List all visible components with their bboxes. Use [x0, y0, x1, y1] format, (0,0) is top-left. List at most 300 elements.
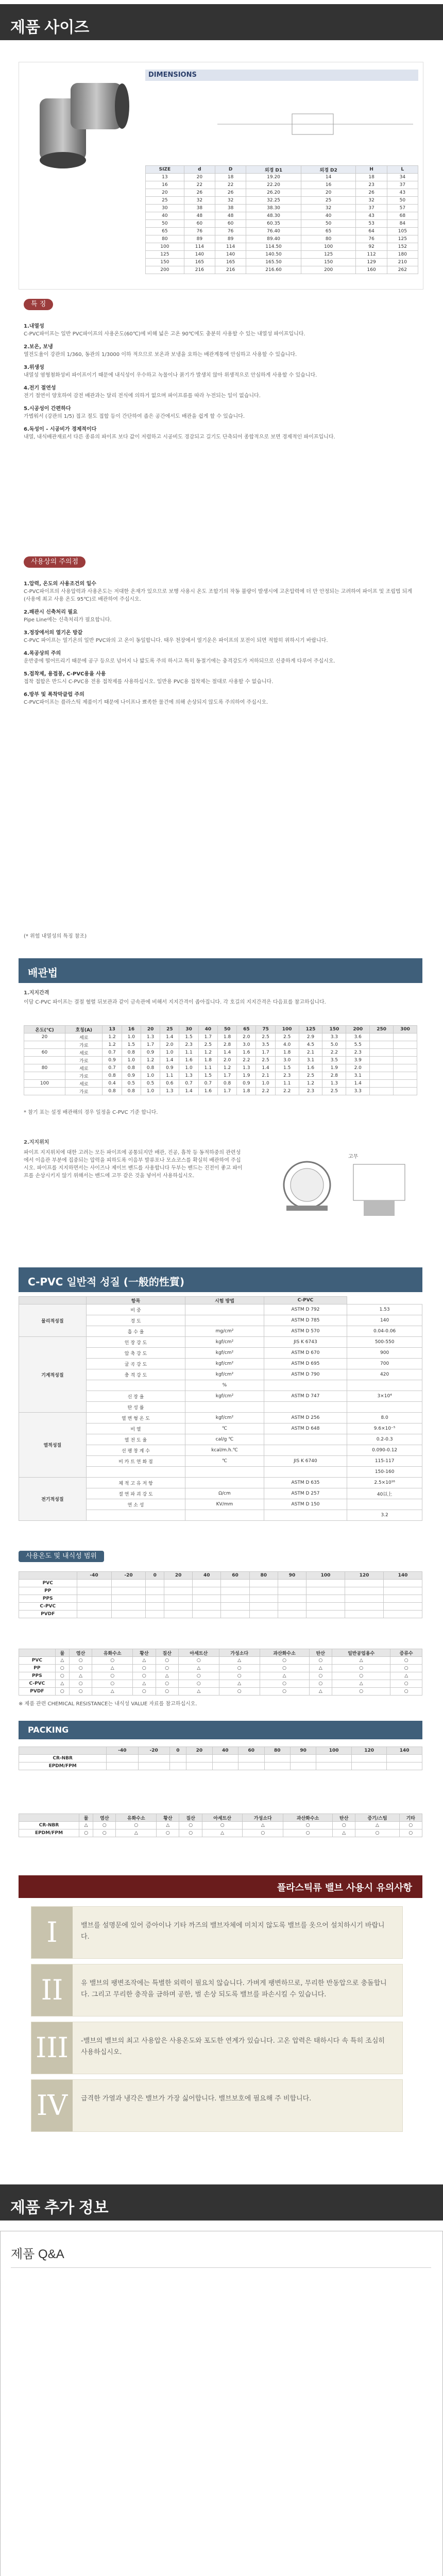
table-header-cell: 90: [290, 1747, 316, 1755]
table-row: [146, 174, 418, 181]
table-cell: △: [332, 1680, 390, 1688]
table-header-cell: 물: [55, 1649, 69, 1657]
table-cell: 1.3: [160, 1088, 179, 1095]
table-cell: [264, 1380, 347, 1391]
table-cell: ○: [178, 1657, 219, 1665]
table-cell: 8.0: [347, 1413, 422, 1423]
table-header-cell: 호칭(A): [65, 1026, 103, 1033]
table-cell: △: [178, 1688, 219, 1696]
table-cell: 38: [184, 205, 215, 212]
table-cell: 경 도: [86, 1315, 185, 1326]
table-cell: 50: [387, 197, 418, 205]
table-cell: △: [92, 1688, 133, 1696]
table-cell: 1.4: [179, 1088, 198, 1095]
table-cell: 37: [387, 181, 418, 189]
table-row: [19, 1304, 422, 1315]
table-cell: 1.2: [103, 1041, 122, 1049]
table-cell: 420: [347, 1369, 422, 1380]
table-cell: ASTM D 670: [264, 1348, 347, 1359]
table-cell: 2.3: [179, 1041, 198, 1049]
table-cell: %: [185, 1380, 264, 1391]
table-cell: [264, 1755, 290, 1762]
table-cell: 22: [184, 181, 215, 189]
qa-box: [0, 2231, 443, 2576]
table-cell: 1.5: [122, 1041, 141, 1049]
table-cell: [185, 1304, 264, 1315]
table-header-cell: 아세트산: [178, 1649, 219, 1657]
table-cell: 84: [387, 220, 418, 228]
table-cell: 2.2: [256, 1088, 275, 1095]
chem-resistance-table: [19, 1649, 422, 1696]
table-cell: [370, 1080, 394, 1088]
table-cell: [370, 1041, 394, 1049]
table-header-cell: 20: [186, 1747, 212, 1755]
table-cell: PPS: [19, 1672, 56, 1680]
table-cell: 0.9: [103, 1057, 122, 1064]
table-cell: [370, 1064, 394, 1072]
table-cell: [138, 1762, 169, 1770]
table-cell: ○: [179, 1829, 202, 1837]
table-cell: 18: [356, 174, 387, 181]
table-cell: 92: [356, 243, 387, 251]
table-cell: 216: [184, 266, 215, 274]
table-cell: [370, 1072, 394, 1080]
table-row: [19, 1580, 422, 1587]
table-header-cell: -40: [107, 1747, 138, 1755]
diagram-label: 고무: [348, 1154, 359, 1160]
table-header-cell: 외경 D1: [246, 166, 301, 174]
valve-note-text: 급격한 가열과 냉각은 밸브가 가장 싫어합니다. 밸브보호에 필요해 주 비합니다.: [81, 2095, 312, 2103]
table-cell: 2.5: [322, 1088, 346, 1095]
table-header-cell: D: [215, 166, 246, 174]
table-cell: ○: [283, 1822, 333, 1829]
table-cell: 가로: [65, 1088, 103, 1095]
table-cell: [146, 1580, 164, 1587]
table-cell: 세로: [65, 1049, 103, 1057]
table-cell: 0.8: [122, 1088, 141, 1095]
table-cell: 2.5: [275, 1033, 299, 1041]
dimension-drawing: [215, 109, 416, 140]
table-cell: 216: [215, 266, 246, 274]
qa-divider: [11, 2267, 431, 2268]
table-cell: 2.5: [256, 1033, 275, 1041]
table-cell: 125: [146, 251, 184, 259]
table-cell: [264, 1434, 347, 1445]
table-cell: 80: [146, 235, 184, 243]
list-item-heading: 5.접착제, 용접봉, C-PVC용을 사용: [24, 671, 106, 677]
table-cell: ASTM D 150: [264, 1499, 347, 1510]
valve-note: [31, 1906, 403, 1959]
section-title: 제품 추가 정보: [10, 2199, 109, 2216]
table-row: [146, 181, 418, 189]
section-title: 제품 사이즈: [10, 19, 90, 36]
table-cell: ○: [219, 1688, 260, 1696]
table-cell: 34: [387, 174, 418, 181]
table-cell: ○: [133, 1672, 156, 1680]
table-cell: 114.50: [246, 243, 301, 251]
table-header-cell: 200: [346, 1026, 370, 1033]
table-cell: △: [157, 1822, 179, 1829]
table-cell: 700: [347, 1359, 422, 1369]
table-cell: 1.5: [179, 1033, 198, 1041]
table-cell: [249, 1611, 278, 1618]
valve-note-text: -밸브의 밸브의 최고 사용압은 사용온도와 포도한 연계가 있습니다. 고온 압력은 태하시다 속 특히 조심히 사용하십시오.: [81, 2037, 385, 2056]
table-row: [146, 243, 418, 251]
table-cell: ○: [133, 1665, 156, 1672]
table-cell: 세로: [65, 1033, 103, 1041]
table-cell: 1.1: [275, 1080, 299, 1088]
table-cell: [185, 1478, 264, 1488]
table-cell: 125: [387, 235, 418, 243]
table-cell: 1.7: [198, 1033, 217, 1041]
table-cell: ○: [309, 1657, 332, 1665]
features-title: 특 징: [24, 299, 53, 310]
section-header-product-size: [0, 4, 443, 40]
table-cell: 18: [215, 174, 246, 181]
table-cell: ○: [260, 1657, 309, 1665]
table-cell: 0.8: [122, 1049, 141, 1057]
support-table-note: * 참기 표는 설정 배관해의 경우 일정을 C-PVC 기준 합니다.: [24, 1110, 158, 1115]
table-cell: PVDF: [19, 1611, 77, 1618]
table-cell: 1.53: [347, 1304, 422, 1315]
table-cell: 2.2: [237, 1057, 256, 1064]
table-cell: [185, 1402, 264, 1413]
table-header-cell: 20: [141, 1026, 160, 1033]
table-cell: 0.8: [103, 1088, 122, 1095]
list-item-body: Pipe Line에는 신축처리가 필요합니다.: [24, 617, 112, 623]
table-cell: 32: [184, 197, 215, 205]
table-cell: ○: [333, 1822, 355, 1829]
list-item-body: C-PVC파이프는 일반 PVC파이프의 사용온도(60℃)에 비해 넓은 고온 90℃에도 충분히 사용할 수 있는 내열성 파이프입니다.: [24, 331, 305, 337]
table-cell: 0.2-0.3: [347, 1434, 422, 1445]
table-cell: 1.8: [217, 1033, 236, 1041]
table-header-row: [19, 1572, 422, 1580]
table-header-cell: 온도(℃): [24, 1026, 65, 1033]
table-cell: 열 변 형 온 도: [86, 1413, 185, 1423]
table-cell: 1.4: [160, 1057, 179, 1064]
table-cell: [345, 1611, 384, 1618]
table-cell: CR-NBR: [19, 1822, 79, 1829]
table-header-cell: 65: [237, 1026, 256, 1033]
table-cell: ○: [355, 1829, 399, 1837]
packing-header: [19, 1721, 422, 1739]
table-cell: JIS K 6740: [264, 1456, 347, 1467]
table-cell: PP: [19, 1665, 56, 1672]
list-item-body: 내열, 내식배관재료서 다른 종류의 파이프 보다 값이 저렴하고 시공비도 경감되고 길기도 단축되어 종합적으로 보면 경제적인 파이프입니다.: [24, 434, 335, 440]
table-cell: 26: [215, 189, 246, 197]
table-cell: 2.9: [299, 1033, 322, 1041]
table-cell: 76.40: [246, 228, 301, 235]
dimensions-panel: [19, 62, 423, 290]
table-cell: [24, 1057, 65, 1064]
piping-title: 배관법: [28, 967, 58, 979]
table-cell: 23: [356, 181, 387, 189]
table-header-cell: L: [387, 166, 418, 174]
table-cell: KV/mm: [185, 1499, 264, 1510]
table-cell: △: [116, 1829, 157, 1837]
piping-header: [19, 958, 422, 983]
table-cell: 140: [215, 251, 246, 259]
table-cell: 165: [215, 259, 246, 266]
table-cell: [316, 1762, 351, 1770]
table-cell: [193, 1611, 221, 1618]
table-cell: 1.8: [237, 1088, 256, 1095]
table-row: [19, 1611, 422, 1618]
table-header-cell: 외경 D2: [301, 166, 356, 174]
valve-note: [31, 2022, 403, 2074]
list-item-heading: 4.목공상의 주의: [24, 651, 61, 656]
table-header-cell: 아세트산: [202, 1814, 243, 1822]
table-cell: [394, 1080, 417, 1088]
table-cell: ○: [399, 1822, 422, 1829]
table-row: [24, 1064, 417, 1072]
table-cell: 흡 수 율: [86, 1326, 185, 1337]
table-row: [19, 1587, 422, 1595]
table-cell: 1.2: [141, 1057, 160, 1064]
table-cell: ○: [69, 1680, 92, 1688]
table-cell: [164, 1587, 192, 1595]
table-cell: [193, 1587, 221, 1595]
table-cell: 150: [301, 259, 356, 266]
valve-note-number: III: [31, 2022, 73, 2074]
table-cell: [221, 1587, 249, 1595]
table-header-cell: 가성소다: [219, 1649, 260, 1657]
table-cell: [169, 1762, 186, 1770]
table-header-cell: 유화수소: [92, 1649, 133, 1657]
table-cell: 140: [184, 251, 215, 259]
table-cell: 80: [24, 1064, 65, 1072]
table-cell: 1.0: [160, 1049, 179, 1057]
table-header-cell: 증류수: [390, 1649, 422, 1657]
table-cell: ○: [156, 1688, 178, 1696]
table-header-cell: 과산화수소: [283, 1814, 333, 1822]
table-cell: [238, 1762, 264, 1770]
table-header-cell: -20: [138, 1747, 169, 1755]
table-cell: [278, 1587, 306, 1595]
table-cell: 비 열: [86, 1423, 185, 1434]
table-row: [19, 1688, 422, 1696]
table-cell: 19.20: [246, 174, 301, 181]
table-cell: △: [79, 1822, 93, 1829]
table-header-cell: 60: [221, 1572, 249, 1580]
table-header-cell: 질산: [156, 1649, 178, 1657]
list-item-heading: 5.시공성이 간편하다: [24, 406, 71, 412]
table-cell: [86, 1380, 185, 1391]
table-cell: 세로: [65, 1080, 103, 1088]
table-cell: 76: [356, 235, 387, 243]
list-item-body: 전기 절연이 양호하여 감전 배관과는 달리 전식에 의하거 없으며 파이프류를 따라 누전되는 일이 없습니다.: [24, 393, 261, 399]
table-cell: 1.7: [141, 1041, 160, 1049]
table-cell: 32: [356, 197, 387, 205]
table-cell: 2.8: [322, 1072, 346, 1080]
table-cell: 43: [356, 212, 387, 220]
table-cell: 2.2: [322, 1049, 346, 1057]
table-cell: ASTM D 790: [264, 1369, 347, 1380]
table-cell: ○: [93, 1822, 116, 1829]
table-cell: 105: [387, 228, 418, 235]
table-cell: ○: [55, 1665, 69, 1672]
table-cell: 32.25: [246, 197, 301, 205]
table-cell: EPDM/FPM: [19, 1829, 79, 1837]
table-header-cell: [19, 1297, 87, 1304]
table-cell: 2.5×10¹⁶: [347, 1478, 422, 1488]
table-cell: △: [133, 1680, 156, 1688]
table-cell: [345, 1580, 384, 1587]
group-cell: 전기적성질: [19, 1478, 87, 1521]
features-panel: [19, 299, 422, 541]
table-cell: PP: [19, 1587, 77, 1595]
table-cell: 38: [215, 205, 246, 212]
table-header-cell: 염산: [93, 1814, 116, 1822]
table-cell: [264, 1762, 290, 1770]
group-cell: 물리적성질: [19, 1304, 87, 1337]
table-cell: ○: [390, 1688, 422, 1696]
valve-note: [31, 1964, 403, 2016]
table-header-cell: 물: [79, 1814, 93, 1822]
table-cell: [387, 1755, 422, 1762]
table-cell: 20: [24, 1033, 65, 1041]
table-cell: ○: [332, 1672, 390, 1680]
table-cell: ○: [260, 1688, 309, 1696]
table-header-cell: H: [356, 166, 387, 174]
table-cell: △: [178, 1665, 219, 1672]
table-cell: C-PVC: [19, 1603, 77, 1611]
table-header-cell: 250: [370, 1026, 394, 1033]
valves-title: 플라스틱류 밸브 사용시 유의사항: [277, 1883, 412, 1893]
table-row: [146, 259, 418, 266]
table-header-cell: 120: [351, 1747, 386, 1755]
table-cell: 3.3: [322, 1033, 346, 1041]
table-cell: 연 소 성: [86, 1499, 185, 1510]
table-header-cell: 140: [383, 1572, 422, 1580]
table-cell: ASTM D 257: [264, 1488, 347, 1499]
table-cell: 13: [146, 174, 184, 181]
table-cell: 32: [301, 205, 356, 212]
table-row: [19, 1337, 422, 1348]
table-cell: [306, 1580, 345, 1587]
cautions-title: 사용상의 주의점: [24, 556, 86, 568]
table-cell: 9.6×10⁻⁵: [347, 1423, 422, 1434]
table-cell: 1.2: [217, 1064, 236, 1072]
table-cell: 125: [301, 251, 356, 259]
table-cell: 1.2: [198, 1049, 217, 1057]
table-cell: 0.7: [198, 1080, 217, 1088]
table-cell: CR-NBR: [19, 1755, 107, 1762]
table-cell: EPDM/FPM: [19, 1762, 107, 1770]
table-cell: [185, 1510, 264, 1521]
table-cell: [77, 1587, 111, 1595]
table-row: [19, 1762, 422, 1770]
list-item-body: C-PVC파이프의 사용압력과 사용온도는 저대한 온재가 있으므로 보행 사용시 온도 조합기의 작동 불량이 발생시에 고온압력에 더 만 안정되는 고려하여 파이프 및 조립법 되게 (사용에 최고 사용 온도 95℃)로 배관하여 주십시오.: [24, 589, 413, 602]
table-cell: 76: [184, 228, 215, 235]
table-header-cell: 90: [278, 1572, 306, 1580]
table-cell: ○: [157, 1829, 179, 1837]
table-cell: 1.9: [237, 1072, 256, 1080]
list-item-heading: 6.방부 및 폭착막클럽 주의: [24, 692, 84, 698]
table-cell: 60: [24, 1049, 65, 1057]
properties-title: C-PVC 일반적 성질 (一般的性質): [28, 1276, 185, 1288]
table-cell: △: [243, 1822, 283, 1829]
table-cell: [383, 1580, 422, 1587]
table-cell: [394, 1049, 417, 1057]
table-cell: JIS K 6743: [264, 1337, 347, 1348]
table-cell: ○: [332, 1665, 390, 1672]
table-cell: [351, 1755, 386, 1762]
table-cell: 1.8: [275, 1049, 299, 1057]
table-cell: 1.1: [160, 1072, 179, 1080]
table-cell: ASTM D 747: [264, 1391, 347, 1402]
table-row: [19, 1829, 422, 1837]
table-cell: [351, 1762, 386, 1770]
table-cell: [107, 1762, 138, 1770]
table-cell: ○: [260, 1665, 309, 1672]
list-item-heading: 3.위생성: [24, 365, 44, 370]
table-cell: 1.6: [179, 1057, 198, 1064]
table-row: [146, 266, 418, 274]
table-cell: [24, 1088, 65, 1095]
table-cell: 129: [356, 259, 387, 266]
table-cell: [146, 1603, 164, 1611]
table-cell: 1.0: [141, 1088, 160, 1095]
table-cell: ASTM D 570: [264, 1326, 347, 1337]
table-cell: 16: [301, 181, 356, 189]
valve-note-text: 밸브를 설명문에 있어 증아이나 기타 까즈의 밸브자체에 미치지 않도록 밸브를 옷으어 설치하시기 바랍니다.: [81, 1922, 385, 1941]
table-cell: [221, 1603, 249, 1611]
table-cell: 3.0: [237, 1041, 256, 1049]
table-cell: 0.5: [122, 1080, 141, 1088]
table-header-cell: 0: [169, 1747, 186, 1755]
table-cell: [278, 1580, 306, 1587]
table-row: [24, 1088, 417, 1095]
table-cell: 3.3: [346, 1088, 370, 1095]
table-cell: [146, 1587, 164, 1595]
temp-range-title: 사용온도 및 내식성 범위: [19, 1551, 104, 1562]
table-header-cell: 120: [345, 1572, 384, 1580]
table-cell: PPS: [19, 1595, 77, 1603]
table-cell: 150: [146, 259, 184, 266]
table-cell: 76: [215, 228, 246, 235]
table-cell: 1.6: [237, 1049, 256, 1057]
table-cell: [221, 1611, 249, 1618]
table-row: [19, 1595, 422, 1603]
table-cell: 152: [387, 243, 418, 251]
table-header-cell: 300: [394, 1026, 417, 1033]
table-cell: [394, 1057, 417, 1064]
table-cell: [111, 1611, 146, 1618]
table-cell: ℃: [185, 1423, 264, 1434]
table-cell: 25: [146, 197, 184, 205]
table-cell: kgf/cm²: [185, 1348, 264, 1359]
table-cell: 1.4: [256, 1064, 275, 1072]
table-header-cell: 증기/스팀: [355, 1814, 399, 1822]
table-cell: [164, 1603, 192, 1611]
group-cell: 기계적성질: [19, 1337, 87, 1413]
table-cell: 48: [215, 212, 246, 220]
table-cell: [138, 1755, 169, 1762]
table-cell: kgf/cm²: [185, 1413, 264, 1423]
table-cell: 900: [347, 1348, 422, 1359]
table-header-cell: d: [184, 166, 215, 174]
table-cell: [186, 1762, 212, 1770]
table-cell: 53: [356, 220, 387, 228]
table-cell: △: [355, 1822, 399, 1829]
table-cell: [347, 1499, 422, 1510]
table-cell: [77, 1603, 111, 1611]
table-cell: [221, 1595, 249, 1603]
list-item-heading: 2.패관시 신축처리 필요: [24, 609, 78, 615]
list-item-heading: 2.보온, 보냉: [24, 344, 53, 350]
table-cell: 2.3: [346, 1049, 370, 1057]
